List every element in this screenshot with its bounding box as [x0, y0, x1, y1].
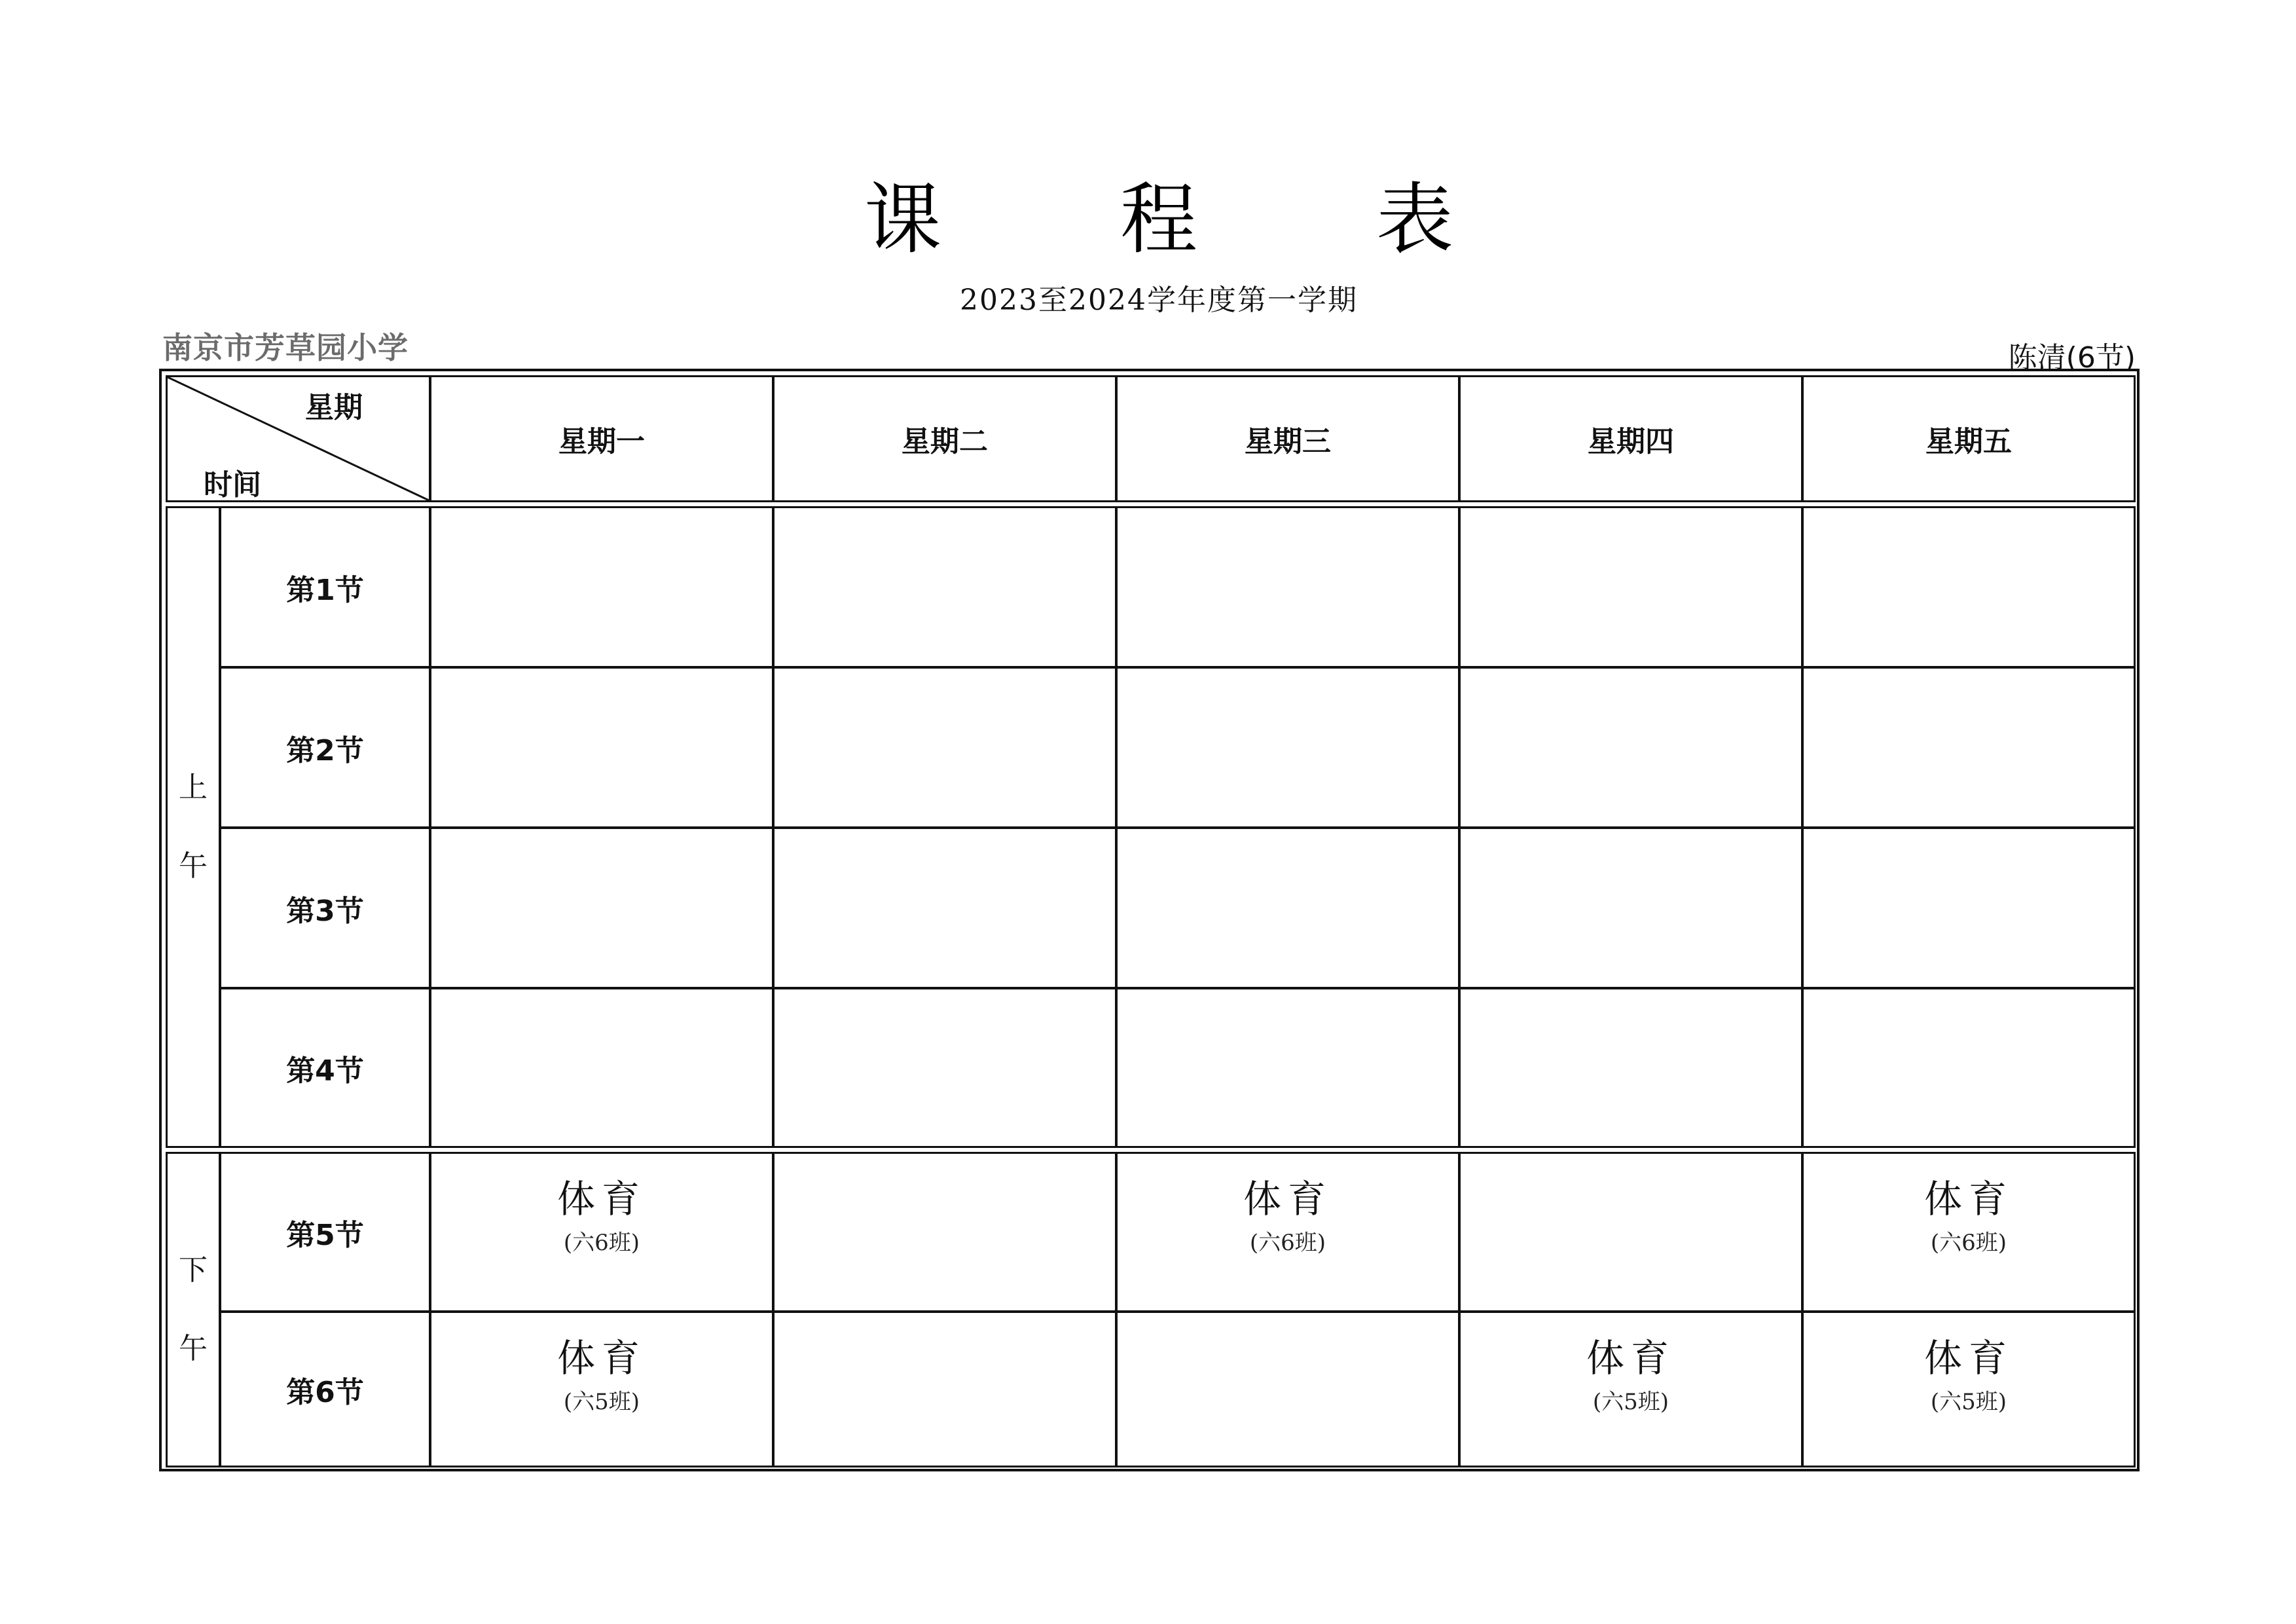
- half-afternoon: [166, 1152, 221, 1467]
- period-label: 第3节: [219, 827, 431, 989]
- subject-name: 体育: [1923, 1177, 2013, 1221]
- corner-time-label: 时间: [204, 468, 261, 502]
- schedule-table: [159, 369, 2140, 1471]
- subject-name: 体育: [556, 1177, 646, 1221]
- period-label: 第5节: [219, 1152, 431, 1312]
- schedule-cell: [1116, 1311, 1460, 1467]
- school-name: 南京市芳草园小学: [162, 330, 409, 365]
- day-header-mon: 星期一: [429, 375, 774, 502]
- schedule-cell: [1802, 1311, 2136, 1467]
- schedule-cell: [429, 667, 774, 828]
- schedule-cell: [1802, 1152, 2136, 1312]
- day-header-wed: 星期三: [1116, 375, 1460, 502]
- period-label: 第6节: [219, 1311, 431, 1467]
- subject-name: 体育: [1243, 1177, 1332, 1221]
- subject-name: 体育: [556, 1336, 646, 1380]
- schedule-cell: [1116, 827, 1460, 989]
- class-name: (六5班): [563, 1388, 640, 1415]
- subject-name: 体育: [1586, 1336, 1675, 1380]
- period-label: 第4节: [219, 987, 431, 1148]
- schedule-cell: [429, 827, 774, 989]
- class-name: (六5班): [1592, 1388, 1669, 1415]
- schedule-cell: [1459, 667, 1803, 828]
- period-label: 第2节: [219, 667, 431, 828]
- schedule-cell: [1802, 667, 2136, 828]
- period-label: 第1节: [219, 506, 431, 668]
- schedule-cell: [1116, 667, 1460, 828]
- half-char: 午: [179, 1332, 208, 1365]
- schedule-cell: [773, 987, 1117, 1148]
- title-char: 课: [864, 174, 942, 265]
- schedule-cell: [773, 1152, 1117, 1312]
- class-name: (六5班): [1930, 1388, 2007, 1415]
- half-char: 上: [179, 771, 208, 804]
- schedule-cell: [773, 667, 1117, 828]
- schedule-cell: [773, 506, 1117, 668]
- schedule-cell: [1116, 987, 1460, 1148]
- schedule-cell: [773, 1311, 1117, 1467]
- corner-weekday-label: 星期: [305, 391, 363, 424]
- teacher-name: 陈清(6节): [2008, 341, 2136, 375]
- semester-subtitle: 2023至2024学年度第一学期: [960, 284, 1358, 317]
- half-char: 下: [179, 1253, 208, 1287]
- day-header-tue: 星期二: [773, 375, 1117, 502]
- class-name: (六6班): [1930, 1229, 2007, 1256]
- schedule-cell: [429, 1152, 774, 1312]
- schedule-cell: [1802, 827, 2136, 989]
- schedule-cell: [1459, 987, 1803, 1148]
- day-header-fri: 星期五: [1802, 375, 2136, 502]
- schedule-cell: [429, 506, 774, 668]
- schedule-cell: [1459, 827, 1803, 989]
- title-char: 表: [1376, 174, 1453, 265]
- class-name: (六6班): [1249, 1229, 1326, 1256]
- day-header-thu: 星期四: [1459, 375, 1803, 502]
- schedule-cell: [1459, 1311, 1803, 1467]
- title-char: 程: [1120, 174, 1197, 265]
- schedule-cell: [1802, 506, 2136, 668]
- schedule-cell: [429, 987, 774, 1148]
- schedule-cell: [1802, 987, 2136, 1148]
- schedule-cell: [1116, 1152, 1460, 1312]
- corner-header: [166, 375, 431, 502]
- subject-name: 体育: [1923, 1336, 2013, 1380]
- schedule-cell: [1459, 506, 1803, 668]
- half-char: 午: [179, 849, 208, 883]
- page-title: [864, 164, 1453, 275]
- schedule-cell: [1116, 506, 1460, 668]
- class-name: (六6班): [563, 1229, 640, 1256]
- schedule-cell: [773, 827, 1117, 989]
- half-morning: [166, 506, 221, 1148]
- schedule-cell: [1459, 1152, 1803, 1312]
- schedule-cell: [429, 1311, 774, 1467]
